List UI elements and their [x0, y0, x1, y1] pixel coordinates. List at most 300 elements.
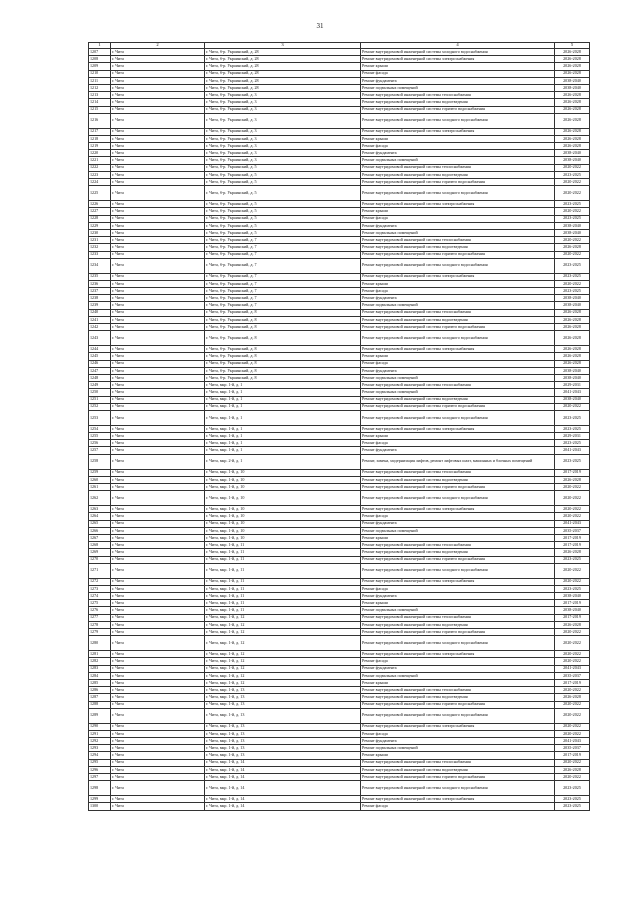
period-cell: 2020-2022	[555, 774, 590, 781]
row-number-cell: 1235	[89, 273, 111, 280]
work-type-cell: Ремонт фундамента	[361, 593, 555, 600]
work-type-cell: Ремонт подвальных помещений	[361, 374, 555, 381]
row-number-cell: 1253	[89, 410, 111, 425]
period-cell: 2026-2028	[555, 99, 590, 106]
work-type-cell: Ремонт фасада	[361, 730, 555, 737]
work-type-cell: Ремонт внутридомовой инженерной системы водоотведения	[361, 694, 555, 701]
row-number-cell: 1261	[89, 484, 111, 491]
table-row	[89, 128, 590, 135]
row-number-cell: 1247	[89, 367, 111, 374]
address-cell: г. Чита, мкр. 1-й, д. 10	[205, 534, 361, 541]
period-cell: 2026-2028	[555, 113, 590, 128]
table-row	[89, 658, 590, 665]
row-number-cell: 1286	[89, 687, 111, 694]
table-row	[89, 208, 590, 215]
row-number-cell: 1269	[89, 549, 111, 556]
table-row	[89, 708, 590, 723]
work-type-cell: Ремонт крыши	[361, 63, 555, 70]
row-number-cell: 1222	[89, 164, 111, 171]
work-type-cell: Ремонт фасада	[361, 658, 555, 665]
city-cell: г. Чита	[111, 229, 205, 236]
row-number-cell: 1280	[89, 636, 111, 651]
city-cell: г. Чита	[111, 708, 205, 723]
city-cell: г. Чита	[111, 774, 205, 781]
address-cell: г. Чита, б-р. Украинский, д. 3	[205, 128, 361, 135]
table-row	[89, 527, 590, 534]
city-cell: г. Чита	[111, 542, 205, 549]
work-type-cell: Ремонт внутридомовой инженерной системы водоотведения	[361, 476, 555, 483]
address-cell: г. Чита, мкр. 1-й, д. 13	[205, 745, 361, 752]
city-cell: г. Чита	[111, 374, 205, 381]
city-cell: г. Чита	[111, 346, 205, 353]
period-cell: 2020-2022	[555, 237, 590, 244]
period-cell: 2023-2025	[555, 410, 590, 425]
row-number-cell: 1272	[89, 578, 111, 585]
city-cell: г. Чита	[111, 578, 205, 585]
period-cell: 2026-2028	[555, 92, 590, 99]
period-cell: 2023-2025	[555, 273, 590, 280]
address-cell: г. Чита, мкр. 1-й, д. 1	[205, 410, 361, 425]
table-row	[89, 585, 590, 592]
address-cell: г. Чита, мкр. 1-й, д. 14	[205, 781, 361, 796]
table-row	[89, 331, 590, 346]
table-row	[89, 309, 590, 316]
address-cell: г. Чита, б-р. Украинский, д. 28	[205, 84, 361, 91]
row-number-cell: 1282	[89, 658, 111, 665]
column-header: 4	[361, 43, 555, 49]
row-number-cell: 1262	[89, 491, 111, 506]
address-cell: г. Чита, мкр. 1-й, д. 12	[205, 636, 361, 651]
address-cell: г. Чита, мкр. 1-й, д. 10	[205, 527, 361, 534]
row-number-cell: 1234	[89, 258, 111, 273]
table-row	[89, 280, 590, 287]
address-cell: г. Чита, б-р. Украинский, д. 3	[205, 143, 361, 150]
work-type-cell: Ремонт фундамента	[361, 367, 555, 374]
city-cell: г. Чита	[111, 222, 205, 229]
city-cell: г. Чита	[111, 447, 205, 454]
city-cell: г. Чита	[111, 273, 205, 280]
work-type-cell: Ремонт внутридомовой инженерной системы водоотведения	[361, 766, 555, 773]
row-number-cell: 1296	[89, 766, 111, 773]
row-number-cell: 1259	[89, 469, 111, 476]
city-cell: г. Чита	[111, 258, 205, 273]
address-cell: г. Чита, б-р. Украинский, д. 3	[205, 157, 361, 164]
address-cell: г. Чита, мкр. 1-й, д. 1	[205, 433, 361, 440]
city-cell: г. Чита	[111, 215, 205, 222]
address-cell: г. Чита, мкр. 1-й, д. 12	[205, 679, 361, 686]
work-type-cell: Ремонт подвальных помещений	[361, 157, 555, 164]
city-cell: г. Чита	[111, 556, 205, 563]
period-cell: 2026-2028	[555, 309, 590, 316]
work-type-cell: Ремонт внутридомовой инженерной системы теплоснабжения	[361, 614, 555, 621]
work-type-cell: Ремонт, замена, модернизация лифтов, ремонт лифтовых шахт, машинных и блочных помещений	[361, 454, 555, 469]
table-row	[89, 759, 590, 766]
table-row	[89, 614, 590, 621]
column-header: 2	[111, 43, 205, 49]
period-cell: 2023-2025	[555, 440, 590, 447]
row-number-cell: 1267	[89, 534, 111, 541]
table-row	[89, 324, 590, 331]
period-cell: 2017-2019	[555, 534, 590, 541]
city-cell: г. Чита	[111, 476, 205, 483]
table-body	[89, 43, 590, 811]
work-type-cell: Ремонт внутридомовой инженерной системы электроснабжения	[361, 578, 555, 585]
row-number-cell: 1237	[89, 288, 111, 295]
row-number-cell: 1264	[89, 513, 111, 520]
period-cell: 2026-2028	[555, 346, 590, 353]
row-number-cell: 1292	[89, 738, 111, 745]
column-header: 5	[555, 43, 590, 49]
row-number-cell: 1273	[89, 585, 111, 592]
table-row	[89, 701, 590, 708]
city-cell: г. Чита	[111, 324, 205, 331]
row-number-cell: 1274	[89, 593, 111, 600]
row-number-cell: 1291	[89, 730, 111, 737]
table-row	[89, 186, 590, 201]
period-cell: 2029-2031	[555, 382, 590, 389]
period-cell: 2026-2028	[555, 49, 590, 56]
row-number-cell: 1220	[89, 150, 111, 157]
table-row	[89, 251, 590, 258]
work-type-cell: Ремонт внутридомовой инженерной системы холодного водоснабжения	[361, 563, 555, 578]
work-type-cell: Ремонт подвальных помещений	[361, 527, 555, 534]
table-row	[89, 56, 590, 63]
table-row	[89, 723, 590, 730]
city-cell: г. Чита	[111, 353, 205, 360]
table-row	[89, 179, 590, 186]
address-cell: г. Чита, мкр. 1-й, д. 10	[205, 506, 361, 513]
period-cell: 2035-2037	[555, 527, 590, 534]
city-cell: г. Чита	[111, 425, 205, 432]
city-cell: г. Чита	[111, 549, 205, 556]
address-cell: г. Чита, б-р. Украинский, д. 7	[205, 288, 361, 295]
address-cell: г. Чита, б-р. Украинский, д. 8	[205, 309, 361, 316]
table-row	[89, 556, 590, 563]
table-row	[89, 244, 590, 251]
row-number-cell: 1210	[89, 70, 111, 77]
row-number-cell: 1208	[89, 56, 111, 63]
address-cell: г. Чита, б-р. Украинский, д. 3	[205, 92, 361, 99]
row-number-cell: 1242	[89, 324, 111, 331]
period-cell: 2035-2037	[555, 672, 590, 679]
row-number-cell: 1290	[89, 723, 111, 730]
work-type-cell: Ремонт внутридомовой инженерной системы горячего водоснабжения	[361, 403, 555, 410]
work-type-cell: Ремонт внутридомовой инженерной системы электроснабжения	[361, 425, 555, 432]
row-number-cell: 1231	[89, 237, 111, 244]
period-cell: 2038-2040	[555, 593, 590, 600]
work-type-cell: Ремонт внутридомовой инженерной системы горячего водоснабжения	[361, 774, 555, 781]
work-type-cell: Ремонт внутридомовой инженерной системы водоотведения	[361, 316, 555, 323]
row-number-cell: 1283	[89, 665, 111, 672]
city-cell: г. Чита	[111, 92, 205, 99]
period-cell: 2020-2022	[555, 723, 590, 730]
table-row	[89, 796, 590, 803]
city-cell: г. Чита	[111, 781, 205, 796]
city-cell: г. Чита	[111, 309, 205, 316]
address-cell: г. Чита, б-р. Украинский, д. 7	[205, 244, 361, 251]
table-row	[89, 84, 590, 91]
row-number-cell: 1221	[89, 157, 111, 164]
table-row	[89, 454, 590, 469]
period-cell: 2026-2028	[555, 56, 590, 63]
work-type-cell: Ремонт внутридомовой инженерной системы теплоснабжения	[361, 237, 555, 244]
table-row	[89, 651, 590, 658]
period-cell: 2041-2043	[555, 520, 590, 527]
address-cell: г. Чита, мкр. 1-й, д. 13	[205, 723, 361, 730]
work-type-cell: Ремонт внутридомовой инженерной системы холодного водоснабжения	[361, 258, 555, 273]
city-cell: г. Чита	[111, 593, 205, 600]
period-cell: 2023-2025	[555, 215, 590, 222]
row-number-cell: 1276	[89, 607, 111, 614]
city-cell: г. Чита	[111, 614, 205, 621]
work-type-cell: Ремонт внутридомовой инженерной системы холодного водоснабжения	[361, 186, 555, 201]
row-number-cell: 1233	[89, 251, 111, 258]
city-cell: г. Чита	[111, 433, 205, 440]
table-row	[89, 447, 590, 454]
period-cell: 2026-2028	[555, 621, 590, 628]
table-row	[89, 135, 590, 142]
period-cell: 2041-2043	[555, 738, 590, 745]
address-cell: г. Чита, б-р. Украинский, д. 3	[205, 106, 361, 113]
period-cell: 2023-2025	[555, 425, 590, 432]
period-cell: 2038-2040	[555, 229, 590, 236]
table-row	[89, 593, 590, 600]
column-header: 3	[205, 43, 361, 49]
table-row	[89, 738, 590, 745]
city-cell: г. Чита	[111, 295, 205, 302]
table-row	[89, 201, 590, 208]
period-cell: 2020-2022	[555, 403, 590, 410]
period-cell: 2020-2022	[555, 578, 590, 585]
city-cell: г. Чита	[111, 679, 205, 686]
work-type-cell: Ремонт фундамента	[361, 738, 555, 745]
row-number-cell: 1288	[89, 701, 111, 708]
work-type-cell: Ремонт крыши	[361, 353, 555, 360]
table-row	[89, 484, 590, 491]
table-row	[89, 215, 590, 222]
period-cell: 2020-2022	[555, 251, 590, 258]
city-cell: г. Чита	[111, 563, 205, 578]
city-cell: г. Чита	[111, 389, 205, 396]
period-cell: 2026-2028	[555, 63, 590, 70]
work-type-cell: Ремонт внутридомовой инженерной системы холодного водоснабжения	[361, 491, 555, 506]
address-cell: г. Чита, мкр. 2-й, д. 1	[205, 454, 361, 469]
work-type-cell: Ремонт внутридомовой инженерной системы горячего водоснабжения	[361, 629, 555, 636]
work-type-cell: Ремонт фасада	[361, 360, 555, 367]
work-type-cell: Ремонт внутридомовой инженерной системы водоотведения	[361, 99, 555, 106]
address-cell: г. Чита, б-р. Украинский, д. 5	[205, 222, 361, 229]
address-cell: г. Чита, мкр. 1-й, д. 13	[205, 708, 361, 723]
city-cell: г. Чита	[111, 403, 205, 410]
row-number-cell: 1209	[89, 63, 111, 70]
work-type-cell: Ремонт внутридомовой инженерной системы электроснабжения	[361, 796, 555, 803]
work-type-cell: Ремонт внутридомовой инженерной системы водоотведения	[361, 549, 555, 556]
period-cell: 2023-2025	[555, 258, 590, 273]
row-number-cell: 1281	[89, 651, 111, 658]
table-row	[89, 513, 590, 520]
row-number-cell: 1279	[89, 629, 111, 636]
city-cell: г. Чита	[111, 302, 205, 309]
work-type-cell: Ремонт фундамента	[361, 665, 555, 672]
table-row	[89, 781, 590, 796]
table-row	[89, 629, 590, 636]
address-cell: г. Чита, мкр. 1-й, д. 1	[205, 425, 361, 432]
period-cell: 2038-2040	[555, 84, 590, 91]
period-cell: 2038-2040	[555, 396, 590, 403]
address-cell: г. Чита, мкр. 1-й, д. 10	[205, 491, 361, 506]
address-cell: г. Чита, б-р. Украинский, д. 8	[205, 316, 361, 323]
period-cell: 2023-2025	[555, 454, 590, 469]
table-row	[89, 396, 590, 403]
period-cell: 2026-2028	[555, 766, 590, 773]
period-cell: 2020-2022	[555, 186, 590, 201]
address-cell: г. Чита, мкр. 1-й, д. 12	[205, 614, 361, 621]
row-number-cell: 1270	[89, 556, 111, 563]
period-cell: 2023-2025	[555, 803, 590, 810]
city-cell: г. Чита	[111, 687, 205, 694]
table-row	[89, 607, 590, 614]
period-cell: 2026-2028	[555, 128, 590, 135]
period-cell: 2020-2022	[555, 506, 590, 513]
work-type-cell: Ремонт внутридомовой инженерной системы электроснабжения	[361, 506, 555, 513]
row-number-cell: 1218	[89, 135, 111, 142]
row-number-cell: 1224	[89, 179, 111, 186]
city-cell: г. Чита	[111, 701, 205, 708]
period-cell: 2038-2040	[555, 222, 590, 229]
work-type-cell: Ремонт внутридомовой инженерной системы теплоснабжения	[361, 309, 555, 316]
table-row	[89, 672, 590, 679]
row-number-cell: 1265	[89, 520, 111, 527]
period-cell: 2023-2025	[555, 585, 590, 592]
work-type-cell: Ремонт внутридомовой инженерной системы теплоснабжения	[361, 542, 555, 549]
work-type-cell: Ремонт подвальных помещений	[361, 672, 555, 679]
work-type-cell: Ремонт подвальных помещений	[361, 302, 555, 309]
city-cell: г. Чита	[111, 280, 205, 287]
address-cell: г. Чита, б-р. Украинский, д. 3	[205, 150, 361, 157]
city-cell: г. Чита	[111, 77, 205, 84]
address-cell: г. Чита, б-р. Украинский, д. 5	[205, 164, 361, 171]
table-row	[89, 302, 590, 309]
period-cell: 2038-2040	[555, 302, 590, 309]
period-cell: 2026-2028	[555, 694, 590, 701]
city-cell: г. Чита	[111, 651, 205, 658]
table-row	[89, 549, 590, 556]
city-cell: г. Чита	[111, 382, 205, 389]
table-row	[89, 92, 590, 99]
row-number-cell: 1248	[89, 374, 111, 381]
row-number-cell: 1287	[89, 694, 111, 701]
city-cell: г. Чита	[111, 759, 205, 766]
period-cell: 2020-2022	[555, 708, 590, 723]
period-cell: 2026-2028	[555, 106, 590, 113]
row-number-cell: 1225	[89, 186, 111, 201]
table-row	[89, 316, 590, 323]
address-cell: г. Чита, мкр. 1-й, д. 1	[205, 403, 361, 410]
period-cell: 2026-2028	[555, 143, 590, 150]
period-cell: 2020-2022	[555, 491, 590, 506]
work-type-cell: Ремонт подвальных помещений	[361, 607, 555, 614]
table-row	[89, 752, 590, 759]
row-number-cell: 1207	[89, 49, 111, 56]
city-cell: г. Чита	[111, 99, 205, 106]
work-type-cell: Ремонт внутридомовой инженерной системы электроснабжения	[361, 723, 555, 730]
row-number-cell: 1240	[89, 309, 111, 316]
table-row	[89, 636, 590, 651]
work-type-cell: Ремонт крыши	[361, 600, 555, 607]
city-cell: г. Чита	[111, 803, 205, 810]
work-type-cell: Ремонт внутридомовой инженерной системы холодного водоснабжения	[361, 781, 555, 796]
city-cell: г. Чита	[111, 360, 205, 367]
address-cell: г. Чита, б-р. Украинский, д. 5	[205, 215, 361, 222]
city-cell: г. Чита	[111, 796, 205, 803]
work-type-cell: Ремонт крыши	[361, 135, 555, 142]
city-cell: г. Чита	[111, 49, 205, 56]
work-type-cell: Ремонт фундамента	[361, 222, 555, 229]
address-cell: г. Чита, мкр. 1-й, д. 12	[205, 672, 361, 679]
row-number-cell: 1256	[89, 440, 111, 447]
row-number-cell: 1226	[89, 201, 111, 208]
work-type-cell: Ремонт крыши	[361, 433, 555, 440]
address-cell: г. Чита, мкр. 1-й, д. 14	[205, 759, 361, 766]
city-cell: г. Чита	[111, 150, 205, 157]
city-cell: г. Чита	[111, 157, 205, 164]
address-cell: г. Чита, мкр. 1-й, д. 10	[205, 513, 361, 520]
work-type-cell: Ремонт подвальных помещений	[361, 229, 555, 236]
city-cell: г. Чита	[111, 201, 205, 208]
address-cell: г. Чита, мкр. 1-й, д. 1	[205, 396, 361, 403]
row-number-cell: 1252	[89, 403, 111, 410]
period-cell: 2026-2028	[555, 549, 590, 556]
table-row	[89, 273, 590, 280]
city-cell: г. Чита	[111, 513, 205, 520]
address-cell: г. Чита, б-р. Украинский, д. 7	[205, 273, 361, 280]
row-number-cell: 1236	[89, 280, 111, 287]
row-number-cell: 1258	[89, 454, 111, 469]
table-row	[89, 563, 590, 578]
period-cell: 2020-2022	[555, 658, 590, 665]
address-cell: г. Чита, мкр. 1-й, д. 11	[205, 578, 361, 585]
period-cell: 2020-2022	[555, 179, 590, 186]
address-cell: г. Чита, мкр. 1-й, д. 10	[205, 520, 361, 527]
table-row	[89, 425, 590, 432]
table-row	[89, 346, 590, 353]
period-cell: 2026-2028	[555, 70, 590, 77]
city-cell: г. Чита	[111, 766, 205, 773]
city-cell: г. Чита	[111, 723, 205, 730]
table-row	[89, 353, 590, 360]
city-cell: г. Чита	[111, 135, 205, 142]
table-row	[89, 774, 590, 781]
table-row	[89, 288, 590, 295]
address-cell: г. Чита, мкр. 1-й, д. 11	[205, 600, 361, 607]
table-row	[89, 491, 590, 506]
work-type-cell: Ремонт внутридомовой инженерной системы электроснабжения	[361, 128, 555, 135]
table-row	[89, 258, 590, 273]
page-number: 31	[316, 22, 324, 30]
city-cell: г. Чита	[111, 251, 205, 258]
address-cell: г. Чита, мкр. 1-й, д. 13	[205, 752, 361, 759]
row-number-cell: 1251	[89, 396, 111, 403]
address-cell: г. Чита, мкр. 1-й, д. 10	[205, 476, 361, 483]
period-cell: 2038-2040	[555, 157, 590, 164]
city-cell: г. Чита	[111, 585, 205, 592]
row-number-cell: 1284	[89, 672, 111, 679]
row-number-cell: 1299	[89, 796, 111, 803]
city-cell: г. Чита	[111, 636, 205, 651]
address-cell: г. Чита, б-р. Украинский, д. 28	[205, 77, 361, 84]
work-type-cell: Ремонт фундамента	[361, 150, 555, 157]
row-number-cell: 1212	[89, 84, 111, 91]
